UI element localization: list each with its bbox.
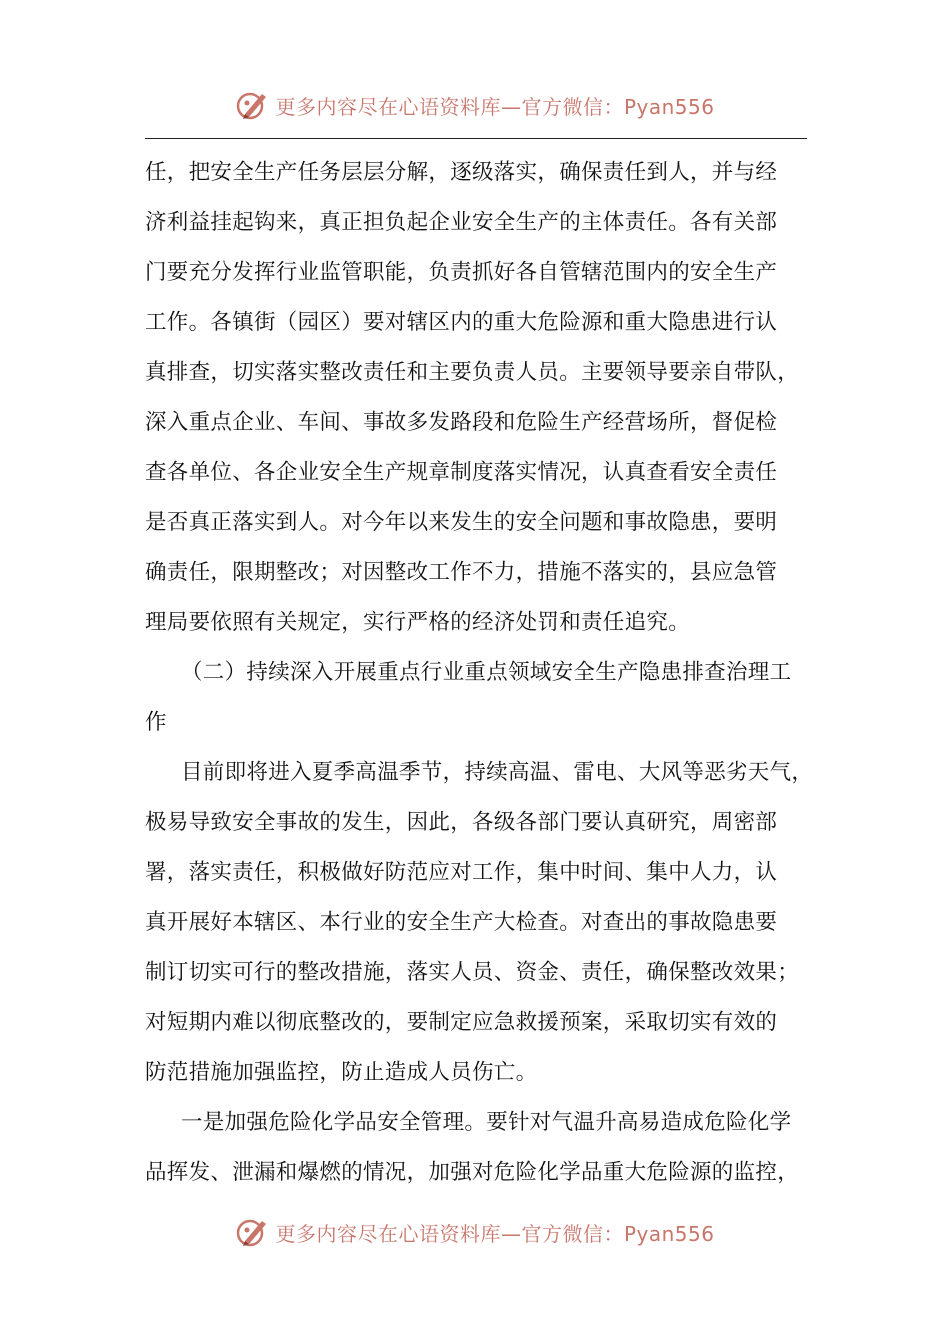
text-line: 理局要依照有关规定，实行严格的经济处罚和责任追究。 <box>145 610 691 635</box>
footer-banner <box>0 1212 950 1252</box>
text-line: 署，落实责任，积极做好防范应对工作，集中时间、集中人力，认 <box>145 860 778 885</box>
section-heading-continued: 作 <box>145 710 167 735</box>
text-line: 目前即将进入夏季高温季节，持续高温、雷电、大风等恶劣天气， <box>181 760 814 785</box>
text-line: 品挥发、泄漏和爆燃的情况，加强对危险化学品重大危险源的监控， <box>145 1160 800 1185</box>
text-line: 济利益挂起钩来，真正担负起企业安全生产的主体责任。各有关部 <box>145 210 778 235</box>
text-line: 极易导致安全事故的发生，因此，各级各部门要认真研究，周密部 <box>145 810 778 835</box>
text-line: 查各单位、各企业安全生产规章制度落实情况，认真查看安全责任 <box>145 460 778 485</box>
text-line: 防范措施加强监控，防止造成人员伤亡。 <box>145 1060 538 1085</box>
section-heading: （二）持续深入开展重点行业重点领域安全生产隐患排查治理工 <box>181 660 792 685</box>
text-line: 工作。各镇街（园区）要对辖区内的重大危险源和重大隐患进行认 <box>145 310 778 335</box>
text-line: 真开展好本辖区、本行业的安全生产大检查。对查出的事故隐患要 <box>145 910 778 935</box>
header-banner <box>0 85 950 125</box>
pen-in-circle-icon <box>235 88 269 122</box>
pen-in-circle-icon <box>235 1215 269 1249</box>
document-body <box>145 148 813 1198</box>
header-banner-text: 更多内容尽在心语资料库—官方微信：Pyan556 <box>275 94 715 119</box>
text-line: 对短期内难以彻底整改的，要制定应急救援预案，采取切实有效的 <box>145 1010 778 1035</box>
text-line: 确责任，限期整改；对因整改工作不力，措施不落实的，县应急管 <box>145 560 778 585</box>
text-line: 是否真正落实到人。对今年以来发生的安全问题和事故隐患，要明 <box>145 510 778 535</box>
text-line: 一是加强危险化学品安全管理。要针对气温升高易造成危险化学 <box>181 1110 792 1135</box>
text-line: 制订切实可行的整改措施，落实人员、资金、责任，确保整改效果； <box>145 960 800 985</box>
header-divider <box>145 138 807 139</box>
text-line: 真排查，切实落实整改责任和主要负责人员。主要领导要亲自带队， <box>145 360 800 385</box>
text-line: 深入重点企业、车间、事故多发路段和危险生产经营场所，督促检 <box>145 410 778 435</box>
text-line: 任，把安全生产任务层层分解，逐级落实，确保责任到人，并与经 <box>145 160 778 185</box>
footer-banner-text: 更多内容尽在心语资料库—官方微信：Pyan556 <box>275 1221 715 1246</box>
text-line: 门要充分发挥行业监管职能，负责抓好各自管辖范围内的安全生产 <box>145 260 778 285</box>
